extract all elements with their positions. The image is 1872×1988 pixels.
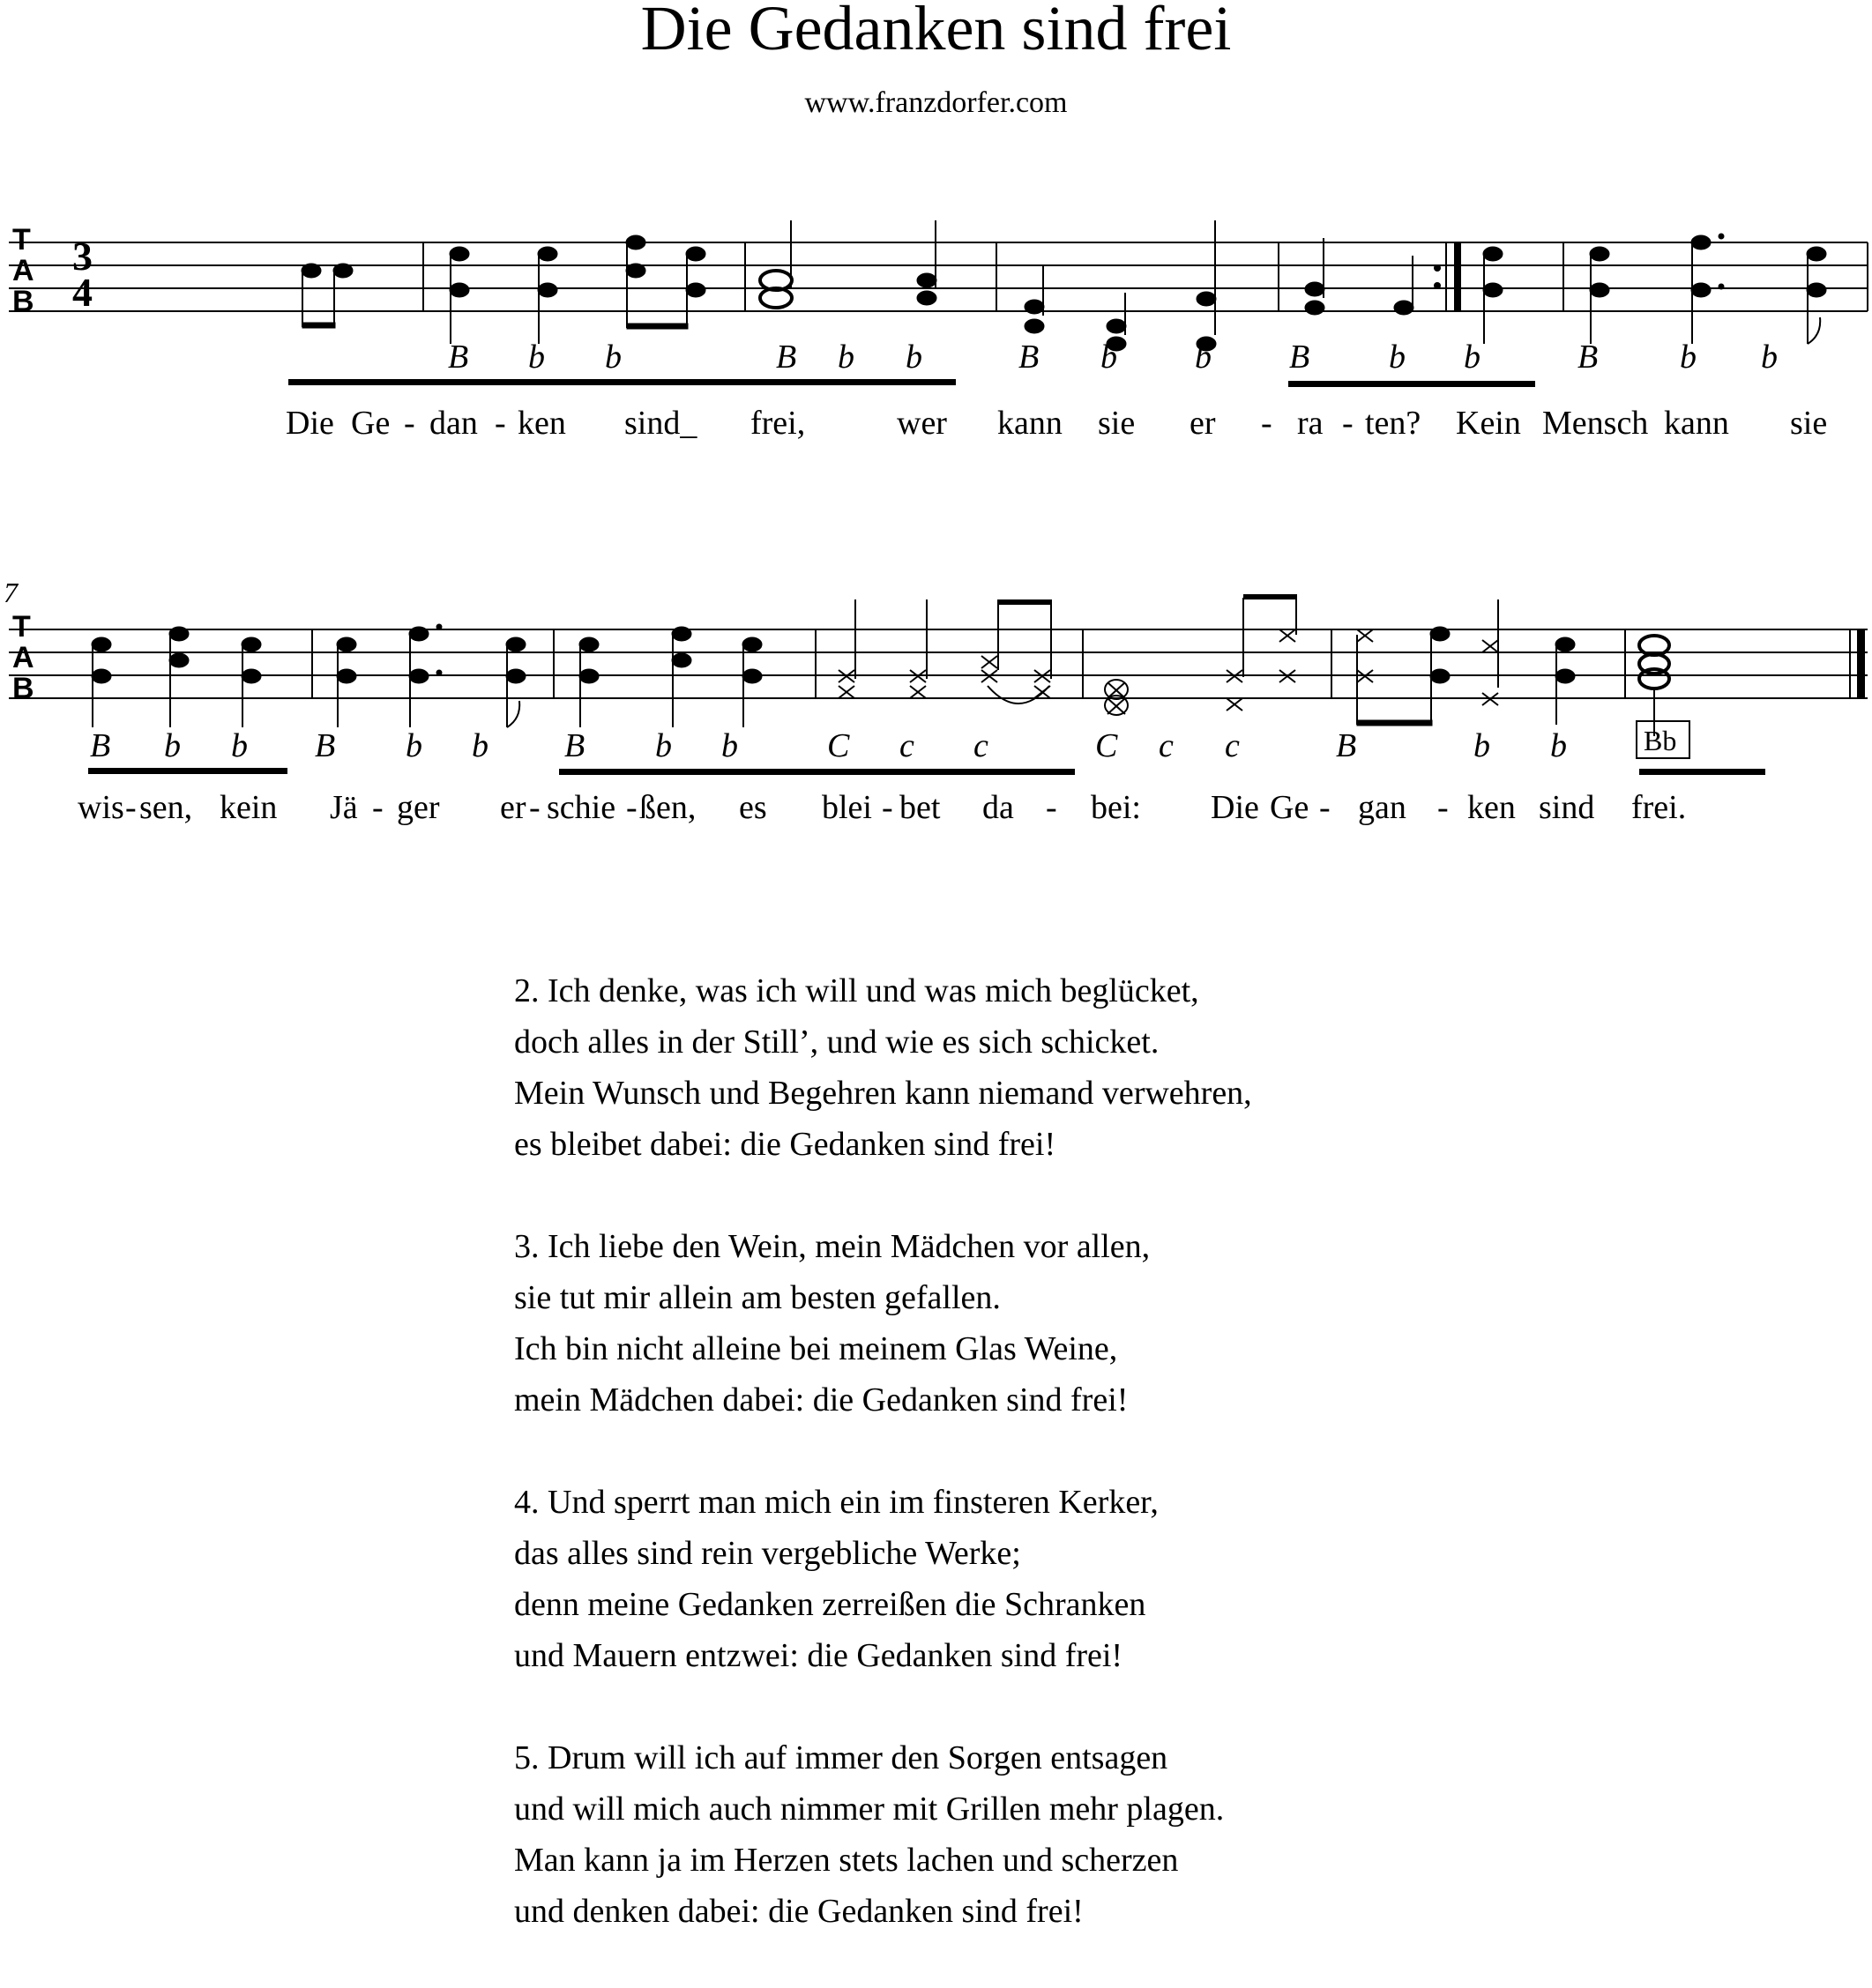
bass-marker: c: [899, 727, 914, 764]
lyric-syllable: sind: [1539, 789, 1595, 826]
lyrics-row-2: [78, 789, 1686, 826]
lyric-syllable: da: [982, 789, 1014, 826]
verse-line: und denken dabei: die Gedanken sind frei!: [514, 1893, 1084, 1930]
verse-line: denn meine Gedanken zerreißen die Schranken: [514, 1586, 1146, 1623]
lyric-syllable: ken: [518, 405, 566, 442]
lyric-syllable: gan: [1358, 789, 1406, 826]
lyric-syllable: Die: [286, 405, 334, 442]
lyric-hyphen: -: [529, 789, 541, 826]
staff-lines: [9, 242, 1868, 311]
bass-marker: b: [1680, 339, 1697, 376]
bass-marker: b: [1100, 339, 1117, 376]
lyric-hyphen: -: [1342, 405, 1354, 442]
lyric-syllable: bet: [899, 789, 941, 826]
notes-measure-12: [1357, 627, 1669, 736]
notes: [302, 220, 1826, 351]
cross-notes: [839, 594, 1498, 725]
phrase-bars: [288, 379, 1535, 387]
verses-block: [514, 965, 1572, 1988]
measure-number: 7: [4, 577, 18, 609]
bass-marker: B: [1577, 339, 1599, 376]
tab-clef-letter-b: B: [12, 672, 34, 705]
verse-line: sie tut mir allein am besten gefallen.: [514, 1279, 1001, 1316]
verse-line: 5. Drum will ich auf immer den Sorgen entsagen: [514, 1739, 1168, 1776]
lyric-syllable: dan: [429, 405, 478, 442]
bass-marker: b: [406, 727, 422, 764]
phrase-bars: [88, 768, 1765, 775]
time-signature-numerator: 3: [72, 234, 93, 279]
tab-clef-letter-t: T: [12, 610, 31, 644]
bass-marker: b: [528, 339, 545, 376]
lyric-syllable: Kein: [1456, 405, 1521, 442]
final-chord-box: [1637, 721, 1689, 758]
lyric-syllable: Die: [1211, 789, 1259, 826]
verse-line: Man kann ja im Herzen stets lachen und scherzen: [514, 1842, 1179, 1879]
bass-marker: B: [776, 339, 797, 376]
tab-clef-letter-a: A: [12, 641, 34, 674]
lyric-syllable: Jä: [330, 789, 358, 826]
lyric-syllable: Ge: [351, 405, 391, 442]
lyric-syllable: es: [739, 789, 767, 826]
staff-system-1: [0, 203, 1872, 450]
lyric-syllable: bei:: [1091, 789, 1141, 826]
tab-clef: [12, 610, 34, 705]
bass-marker: b: [1473, 727, 1490, 764]
verse-5: [514, 1732, 1572, 1937]
bass-marker: b: [231, 727, 248, 764]
verse-line: doch alles in der Still’, und wie es sich schicket.: [514, 1024, 1160, 1061]
bass-marker: b: [838, 339, 854, 376]
bass-chord-markers: [448, 339, 1778, 376]
bass-marker: b: [605, 339, 622, 376]
bass-marker: C: [827, 727, 850, 764]
bass-marker: C: [1095, 727, 1118, 764]
staff-lines: [9, 629, 1868, 698]
staff-system-2-svg: [0, 577, 1872, 838]
verse-line: es bleibet dabei: die Gedanken sind frei!: [514, 1126, 1056, 1163]
bass-marker: b: [1464, 339, 1480, 376]
bass-marker: b: [1761, 339, 1778, 376]
bass-marker: b: [906, 339, 922, 376]
lyric-syllable: sen,: [139, 789, 193, 826]
final-barline: [1850, 629, 1865, 698]
time-signature-denominator: 4: [72, 270, 93, 315]
lyric-syllable: frei,: [750, 405, 806, 442]
bass-marker: c: [1159, 727, 1174, 764]
website-credit: www.franzdorfer.com: [804, 86, 1068, 119]
lyric-syllable: kann: [997, 405, 1063, 442]
lyric-syllable: ken: [1467, 789, 1516, 826]
lyric-hyphen: -: [404, 405, 415, 442]
lyric-syllable: schie: [547, 789, 616, 826]
lyric-syllable: sie: [1790, 405, 1828, 442]
final-chord-label: Bb: [1644, 725, 1677, 756]
lyric-syllable: frei.: [1631, 789, 1687, 826]
bass-marker: B: [1336, 727, 1357, 764]
lyric-syllable: kann: [1664, 405, 1729, 442]
bass-marker: b: [1389, 339, 1406, 376]
lyrics-row-1: [286, 405, 1827, 442]
lyric-syllable: sie: [1098, 405, 1136, 442]
staff-system-1-svg: [0, 203, 1872, 450]
verse-line: 3. Ich liebe den Wein, mein Mädchen vor allen,: [514, 1228, 1151, 1265]
lyric-syllable: er: [500, 789, 526, 826]
bass-marker: b: [472, 727, 489, 764]
lyric-hyphen: -: [372, 789, 384, 826]
tab-clef-letter-a: A: [12, 254, 34, 287]
lyric-syllable: blei: [822, 789, 872, 826]
verse-3: [514, 1221, 1572, 1426]
lyric-syllable: wer: [897, 405, 947, 442]
lyric-hyphen: -: [626, 789, 638, 826]
bass-marker: B: [315, 727, 336, 764]
verse-line: Ich bin nicht alleine bei meinem Glas Weine,: [514, 1330, 1118, 1367]
lyric-syllable: er: [1190, 405, 1216, 442]
verse-line: Mein Wunsch und Begehren kann niemand verwehren,: [514, 1075, 1252, 1112]
bass-marker: c: [973, 727, 988, 764]
staff-system-2: [0, 577, 1872, 838]
bass-marker: b: [1550, 727, 1567, 764]
bass-marker: B: [448, 339, 469, 376]
bass-marker: b: [655, 727, 672, 764]
lyric-syllable: Ge: [1270, 789, 1309, 826]
lyric-syllable: wis: [78, 789, 124, 826]
verse-line: mein Mädchen dabei: die Gedanken sind frei!: [514, 1381, 1129, 1418]
lyric-syllable: sind_: [624, 405, 697, 442]
lyric-hyphen: -: [1046, 789, 1057, 826]
song-title: Die Gedanken sind frei: [640, 0, 1232, 63]
repeat-sign: [1434, 242, 1461, 311]
lyric-hyphen: -: [882, 789, 893, 826]
lyric-hyphen: -: [1261, 405, 1272, 442]
time-signature: [72, 234, 93, 315]
bass-marker: B: [564, 727, 585, 764]
lyric-syllable: Mensch: [1542, 405, 1649, 442]
lyric-syllable: kein: [220, 789, 278, 826]
bass-chord-markers: [90, 727, 1567, 764]
verse-line: das alles sind rein vergebliche Werke;: [514, 1535, 1021, 1572]
tab-clef: [12, 223, 34, 318]
verse-line: und will mich auch nimmer mit Grillen mehr plagen.: [514, 1791, 1225, 1828]
bass-marker: b: [1195, 339, 1212, 376]
lyric-syllable: ßen,: [639, 789, 697, 826]
verse-2: [514, 965, 1572, 1170]
bass-marker: b: [164, 727, 181, 764]
verse-line: 2. Ich denke, was ich will und was mich beglücket,: [514, 972, 1199, 1009]
verse-line: 4. Und sperrt man mich ein im finsteren Kerker,: [514, 1484, 1159, 1521]
bass-marker: B: [90, 727, 111, 764]
bass-marker: b: [721, 727, 738, 764]
bass-marker: c: [1225, 727, 1240, 764]
lyric-hyphen: -: [125, 789, 137, 826]
lyric-hyphen: -: [1437, 789, 1449, 826]
lyric-hyphen: -: [495, 405, 506, 442]
lyric-hyphen: -: [1319, 789, 1331, 826]
tab-clef-letter-b: B: [12, 285, 34, 318]
bass-marker: B: [1018, 339, 1040, 376]
bass-marker: B: [1289, 339, 1310, 376]
verse-line: und Mauern entzwei: die Gedanken sind frei!: [514, 1637, 1123, 1674]
lyric-syllable: ra: [1297, 405, 1324, 442]
lyric-syllable: ten?: [1365, 405, 1421, 442]
lyric-syllable: ger: [397, 789, 440, 826]
verse-4: [514, 1477, 1572, 1681]
tab-clef-letter-t: T: [12, 223, 31, 257]
